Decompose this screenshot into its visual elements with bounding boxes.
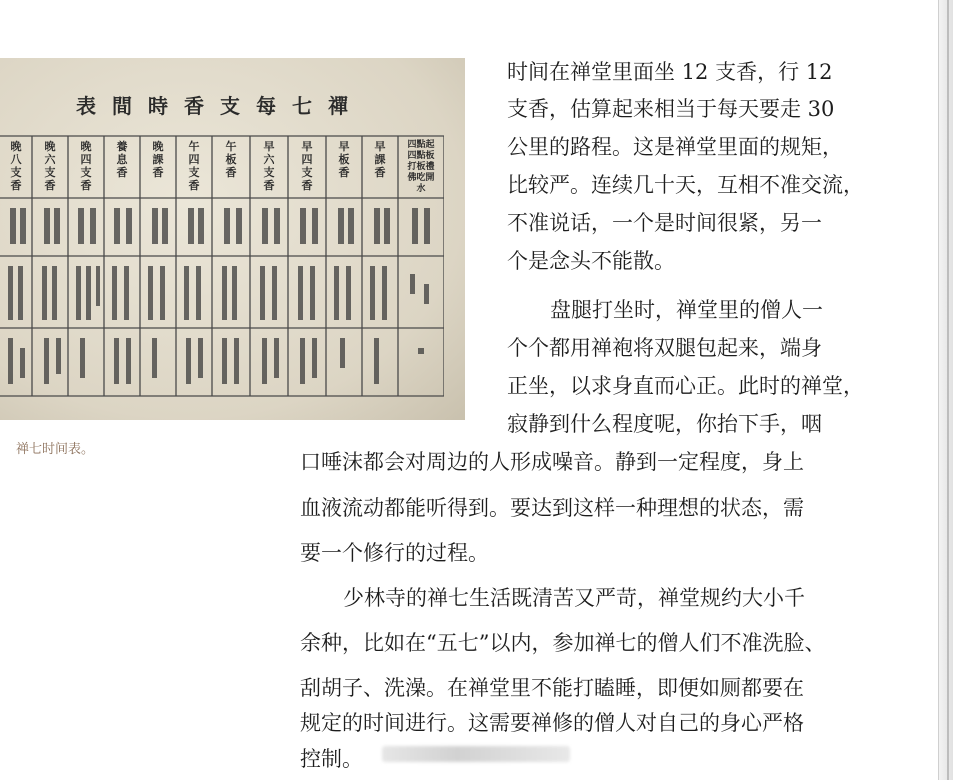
text-line: 少林寺的禅七生活既清苦又严苛，禅堂规约大小千 xyxy=(343,586,805,610)
text-line: 血液流动都能听得到。要达到这样一种理想的状态，需 xyxy=(300,496,804,520)
column-label: 晚八支香 xyxy=(10,140,22,192)
text-line: 刮胡子、洗澡。在禅堂里不能打瞌睡，即便如厕都要在 xyxy=(300,676,804,700)
text-line: 正坐，以求身直而心正。此时的禅堂， xyxy=(507,374,864,398)
column-label: 晚課香 xyxy=(152,140,164,179)
photo-title: 表間時香支每七禪 xyxy=(76,94,364,118)
text-line: 时间在禅堂里面坐 12 支香，行 12 xyxy=(507,60,833,84)
column-label: 午板香 xyxy=(225,140,237,179)
column-label: 早四支香 xyxy=(301,140,313,192)
column-label: 晚四支香 xyxy=(80,140,92,192)
column-label: 晚六支香 xyxy=(44,140,56,192)
column-label: 早板香 xyxy=(338,140,350,179)
text-line: 控制。 xyxy=(300,747,363,771)
photo-caption: 禅七时间表。 xyxy=(16,442,95,457)
text-line: 规定的时间进行。这需要禅修的僧人对自己的身心严格 xyxy=(300,711,804,735)
text-line: 公里的路程。这是禅堂里面的规矩， xyxy=(507,135,843,159)
text-line: 盘腿打坐时，禅堂里的僧人一 xyxy=(550,298,823,322)
text-line: 个是念头不能散。 xyxy=(507,249,675,273)
text-line: 不准说话，一个是时间很紧，另一 xyxy=(507,211,822,235)
text-line: 比较严。连续几十天，互相不准交流， xyxy=(507,173,864,197)
text-line: 个个都用禅袍将双腿包起来，端身 xyxy=(507,336,822,360)
column-label: 早課香 xyxy=(374,140,386,179)
text-line: 余种，比如在“五七”以内，参加禅七的僧人们不准洗脸、 xyxy=(300,631,826,655)
text-line: 寂静到什么程度呢，你抬下手，咽 xyxy=(507,412,822,436)
column-label: 早六支香 xyxy=(263,140,275,192)
column-label: 四點起四點板打板禮佛吃開水 xyxy=(407,140,435,194)
column-label: 養息香 xyxy=(116,140,128,179)
column-label: 午四支香 xyxy=(188,140,200,192)
text-line: 要一个修行的过程。 xyxy=(300,541,489,565)
text-line: 口唾沫都会对周边的人形成噪音。静到一定程度，身上 xyxy=(300,450,804,474)
text-line: 支香，估算起来相当于每天要走 30 xyxy=(507,97,835,121)
blurred-watermark xyxy=(382,746,570,762)
